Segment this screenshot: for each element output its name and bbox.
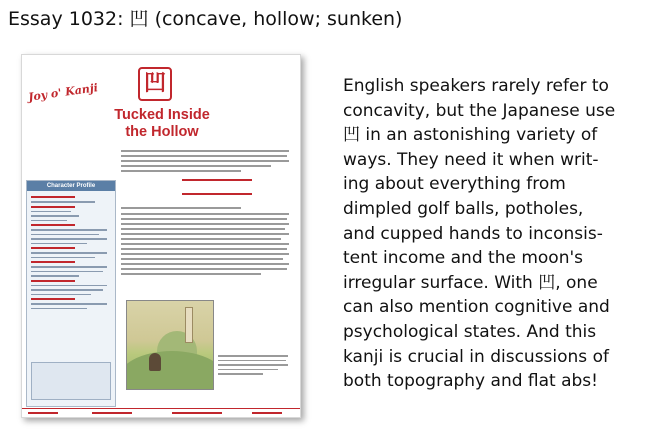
essay-line: and cupped hands to inconsis- (343, 223, 603, 244)
essay-line: can also mention cognitive and (343, 297, 610, 318)
thumbnail-sub-line-1 (182, 179, 252, 181)
essay-title: Essay 1032: 凹 (concave, hollow; sunken) (8, 8, 403, 30)
logo (22, 69, 117, 104)
thumbnail-headline (102, 107, 222, 141)
headline-line-2: the Hollow (125, 124, 199, 140)
character-profile-panel (26, 180, 116, 407)
essay-line: psychological states. And this (343, 321, 597, 342)
essay-line: dimpled golf balls, potholes, (343, 198, 584, 219)
logo-text: Joy o' Kanji (27, 81, 99, 104)
thumbnail-footer (22, 408, 300, 417)
profile-heading: Character Profile (27, 181, 115, 191)
essay-line: English speakers rarely refer to (343, 76, 609, 96)
essay-line: irregular surface. With 凹, one (343, 272, 598, 293)
essay-line: concavity, but the Japanese use (343, 100, 616, 121)
illustration-image (126, 300, 214, 390)
essay-line: both topography and flat abs! (343, 371, 598, 392)
image-caption (218, 355, 288, 378)
essay-line: ing about everything from (343, 174, 566, 195)
headline-line-1: Tucked Inside (114, 107, 210, 123)
thumbnail-body-text (121, 207, 291, 278)
essay-line: tent income and the moon's (343, 248, 583, 269)
essay-line: ways. They need it when writ- (343, 149, 599, 170)
kanji-badge: 凹 (138, 67, 172, 101)
essay-summary (343, 74, 643, 394)
essay-line: kanji is crucial in discussions of (343, 346, 609, 367)
thumbnail-sub-line-2 (182, 193, 252, 195)
essay-line: 凹 in an astonishing variety of (343, 125, 598, 146)
thumbnail-intro-text (121, 150, 291, 175)
profile-stats-table (31, 362, 111, 400)
essay-thumbnail[interactable] (21, 54, 301, 418)
